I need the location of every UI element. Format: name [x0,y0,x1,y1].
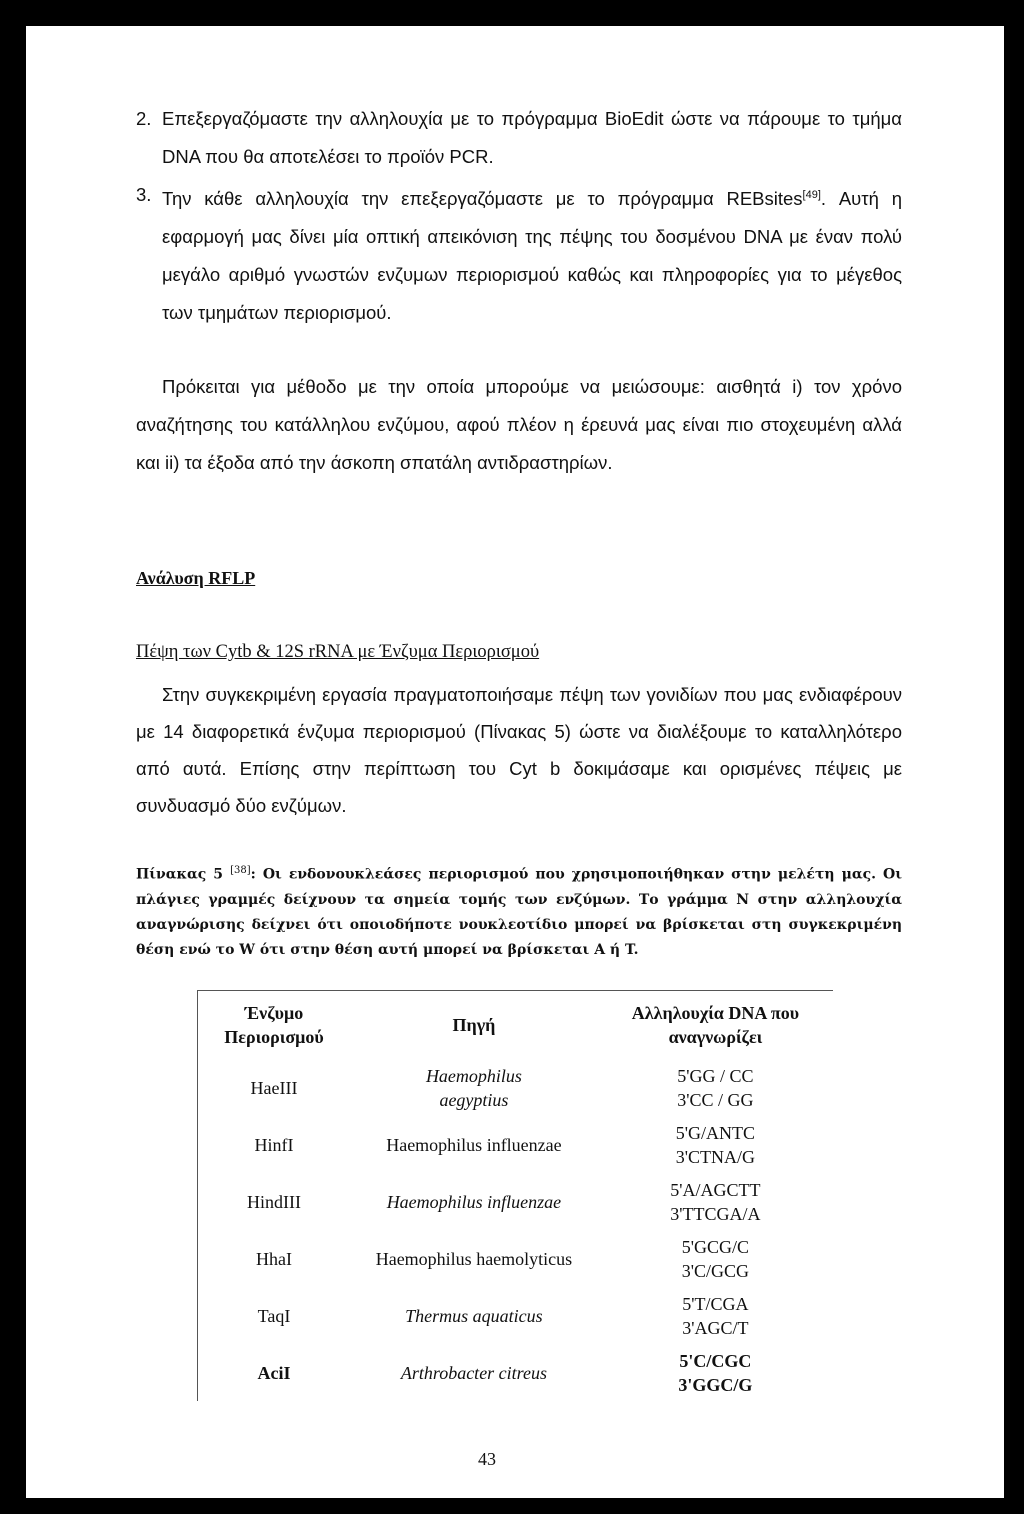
header-sequence: Αλληλουχία DNA που αναγνωρίζει [631,1003,800,1047]
table-caption [136,858,902,963]
cell-sequence: 5'C/CGC 3'GGC/G [678,1350,753,1395]
cell-sequence: 5'GCG/C 3'C/GCG [681,1236,750,1281]
cell-enzyme: HindIII [247,1191,301,1212]
list-item [136,100,902,176]
table-row [198,1344,834,1401]
header-enzyme: Ένζυμο Περιορισμού [224,1003,324,1047]
cell-source: Haemophilus influenzae [386,1191,562,1212]
table-row [198,1173,834,1230]
table-row [198,1287,834,1344]
section-heading: Ανάλυση RFLP [136,568,256,588]
cell-enzyme: HinfI [254,1134,294,1155]
citation-ref: [49] [802,189,821,201]
list-item-text: Επεξεργαζόμαστε την αλληλουχία με το πρόγραμμα BioEdit ώστε να πάρουμε το τμήμα DNA που θα αποτελέσει το προϊόν PCR. [162,108,902,167]
cell-sequence: 5'GG / CC 3'CC / GG [677,1065,754,1110]
cell-sequence: 5'T/CGA 3'AGC/T [682,1293,749,1338]
cell-sequence: 5'A/AGCTT 3'TTCGA/A [670,1179,761,1224]
list-number: 2. [136,108,152,129]
cell-source: Haemophilus haemolyticus [375,1248,573,1269]
cell-source: Haemophilus influenzae [386,1134,562,1155]
caption-ref: [38] [230,865,251,876]
cell-source: Arthrobacter citreus [400,1362,548,1383]
cell-enzyme: HaeIII [250,1077,298,1098]
cell-enzyme: AciI [257,1362,291,1383]
table-header-row [198,991,834,1060]
list-item-text: Την κάθε αλληλουχία την επεξεργαζόμαστε με το πρόγραμμα REBsites [162,188,803,210]
cell-enzyme: TaqI [257,1305,291,1326]
cell-sequence: 5'G/ANTC 3'CTNA/G [675,1122,756,1167]
header-source: Πηγή [452,1015,496,1035]
caption-label: Πίνακας 5 [136,866,231,883]
cell-enzyme: HhaI [256,1248,292,1269]
cell-source: Thermus aquaticus [405,1305,543,1326]
body-paragraph: Πρόκειται για μέθοδο με την οποία μπορούμε να μειώσουμε: αισθητά i) τον χρόνο αναζήτησης του κατάλληλου ενζύμου, αφού πλέον η έρευνά μας είναι πιο στοχευμένη αλλά και ii) τα έξοδα από την άσκοπη σπατάλη αντιδραστηρίων. [136,376,902,473]
list-number: 3. [136,184,152,205]
table-row [198,1116,834,1173]
document-page [26,26,1004,1498]
table-row [198,1230,834,1287]
table-row [198,1059,834,1116]
cell-source: Haemophilus aegyptius [425,1065,522,1110]
caption-text: : Οι ενδονουκλεάσες περιορισμού που χρησιμοποιήθηκαν στην μελέτη μας. Οι πλάγιες γραμμές δείχνουν τα σημεία τομής των ενζύμων. Το γράμμα N στην αλληλουχία αναγνώρισης δείχνει ότι οποιοδήποτε νουκλεοτίδιο μπορεί να βρίσκεται στη συγκεκριμένη θέση ενώ το W ότι στην θέση αυτή μπορεί να βρίσκεται A ή T. [136,866,902,958]
page-number: 43 [478,1449,496,1469]
body-paragraph: Στην συγκεκριμένη εργασία πραγματοποιήσαμε πέψη των γονιδίων που μας ενδιαφέρουν με 14 διαφορετικά ένζυμα περιορισμού (Πίνακας 5) ώστε να διαλέξουμε το καταλληλότερο από αυτά. Επίσης στην περίπτωση του Cyt b δοκιμάσαμε και ορισμένες πέψεις με συνδυασμό δύο ενζύμων. [136,684,902,816]
list-item-text-cont: . Αυτή η εφαρμογή μας δίνει μία οπτική απεικόνιση της πέψης του δοσμένου DNA με έναν πολύ μεγάλο αριθμό γνωστών ενζυμων περιορισμού καθώς και πληροφορίες για το μέγεθος των τμημάτων περιορισμού. [162,188,902,324]
enzymes-table [197,990,833,1401]
subsection-heading: Πέψη των Cytb & 12S rRNA με Ένζυμα Περιορισμού [136,642,540,662]
numbered-list [136,100,902,332]
list-item [136,176,902,332]
